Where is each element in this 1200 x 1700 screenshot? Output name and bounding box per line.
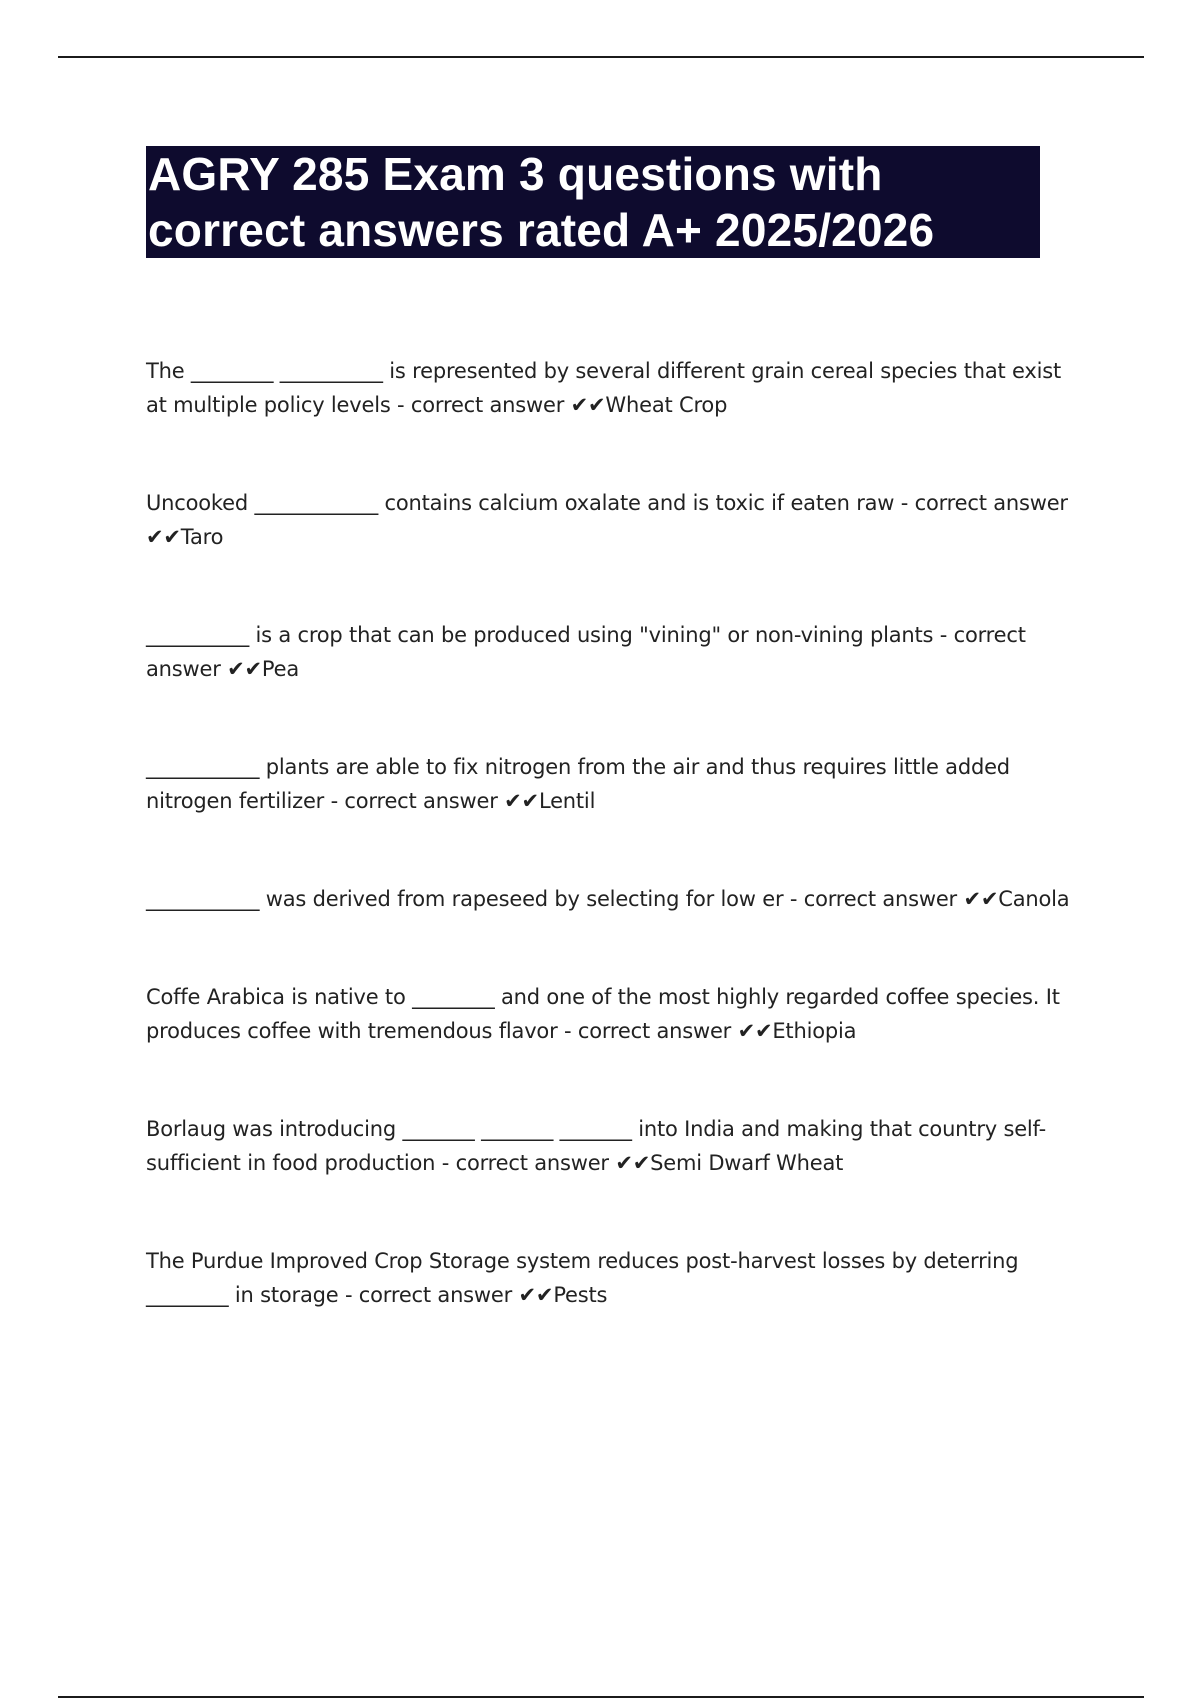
question-item-3: __________ is a crop that can be produced using "vining" or non-vining plants - correct answer ✔✔Pea — [146, 623, 1026, 681]
question-item-1: The ________ __________ is represented by several different grain cereal species that exist at multiple policy levels - correct answer ✔✔Wheat Crop — [146, 359, 1062, 417]
header-rule — [58, 56, 1144, 58]
question-item-7: Borlaug was introducing _______ _______ _______ into India and making that country self-sufficient in food production - correct answer ✔✔Semi Dwarf Wheat — [146, 1117, 1046, 1175]
question-item-6: Coffe Arabica is native to ________ and one of the most highly regarded coffee species. It produces coffee with tremendous flavor - correct answer ✔✔Ethiopia — [146, 985, 1060, 1043]
question-item-5: ___________ was derived from rapeseed by selecting for low er - correct answer ✔✔Canola — [146, 887, 1070, 911]
question-item-2: Uncooked ____________ contains calcium oxalate and is toxic if eaten raw - correct answer ✔✔Taro — [146, 491, 1068, 549]
question-item-4: ___________ plants are able to fix nitrogen from the air and thus requires little added nitrogen fertilizer - correct answer ✔✔Lentil — [146, 755, 1010, 813]
footer-rule — [58, 1696, 1144, 1698]
document-title: AGRY 285 Exam 3 questions with correct answers rated A+ 2025/2026 — [148, 148, 935, 256]
question-item-8: The Purdue Improved Crop Storage system reduces post-harvest losses by deterring ________ in storage - correct answer ✔✔Pests — [146, 1249, 1019, 1307]
question-list — [146, 354, 1086, 1312]
title-banner — [146, 146, 1040, 258]
